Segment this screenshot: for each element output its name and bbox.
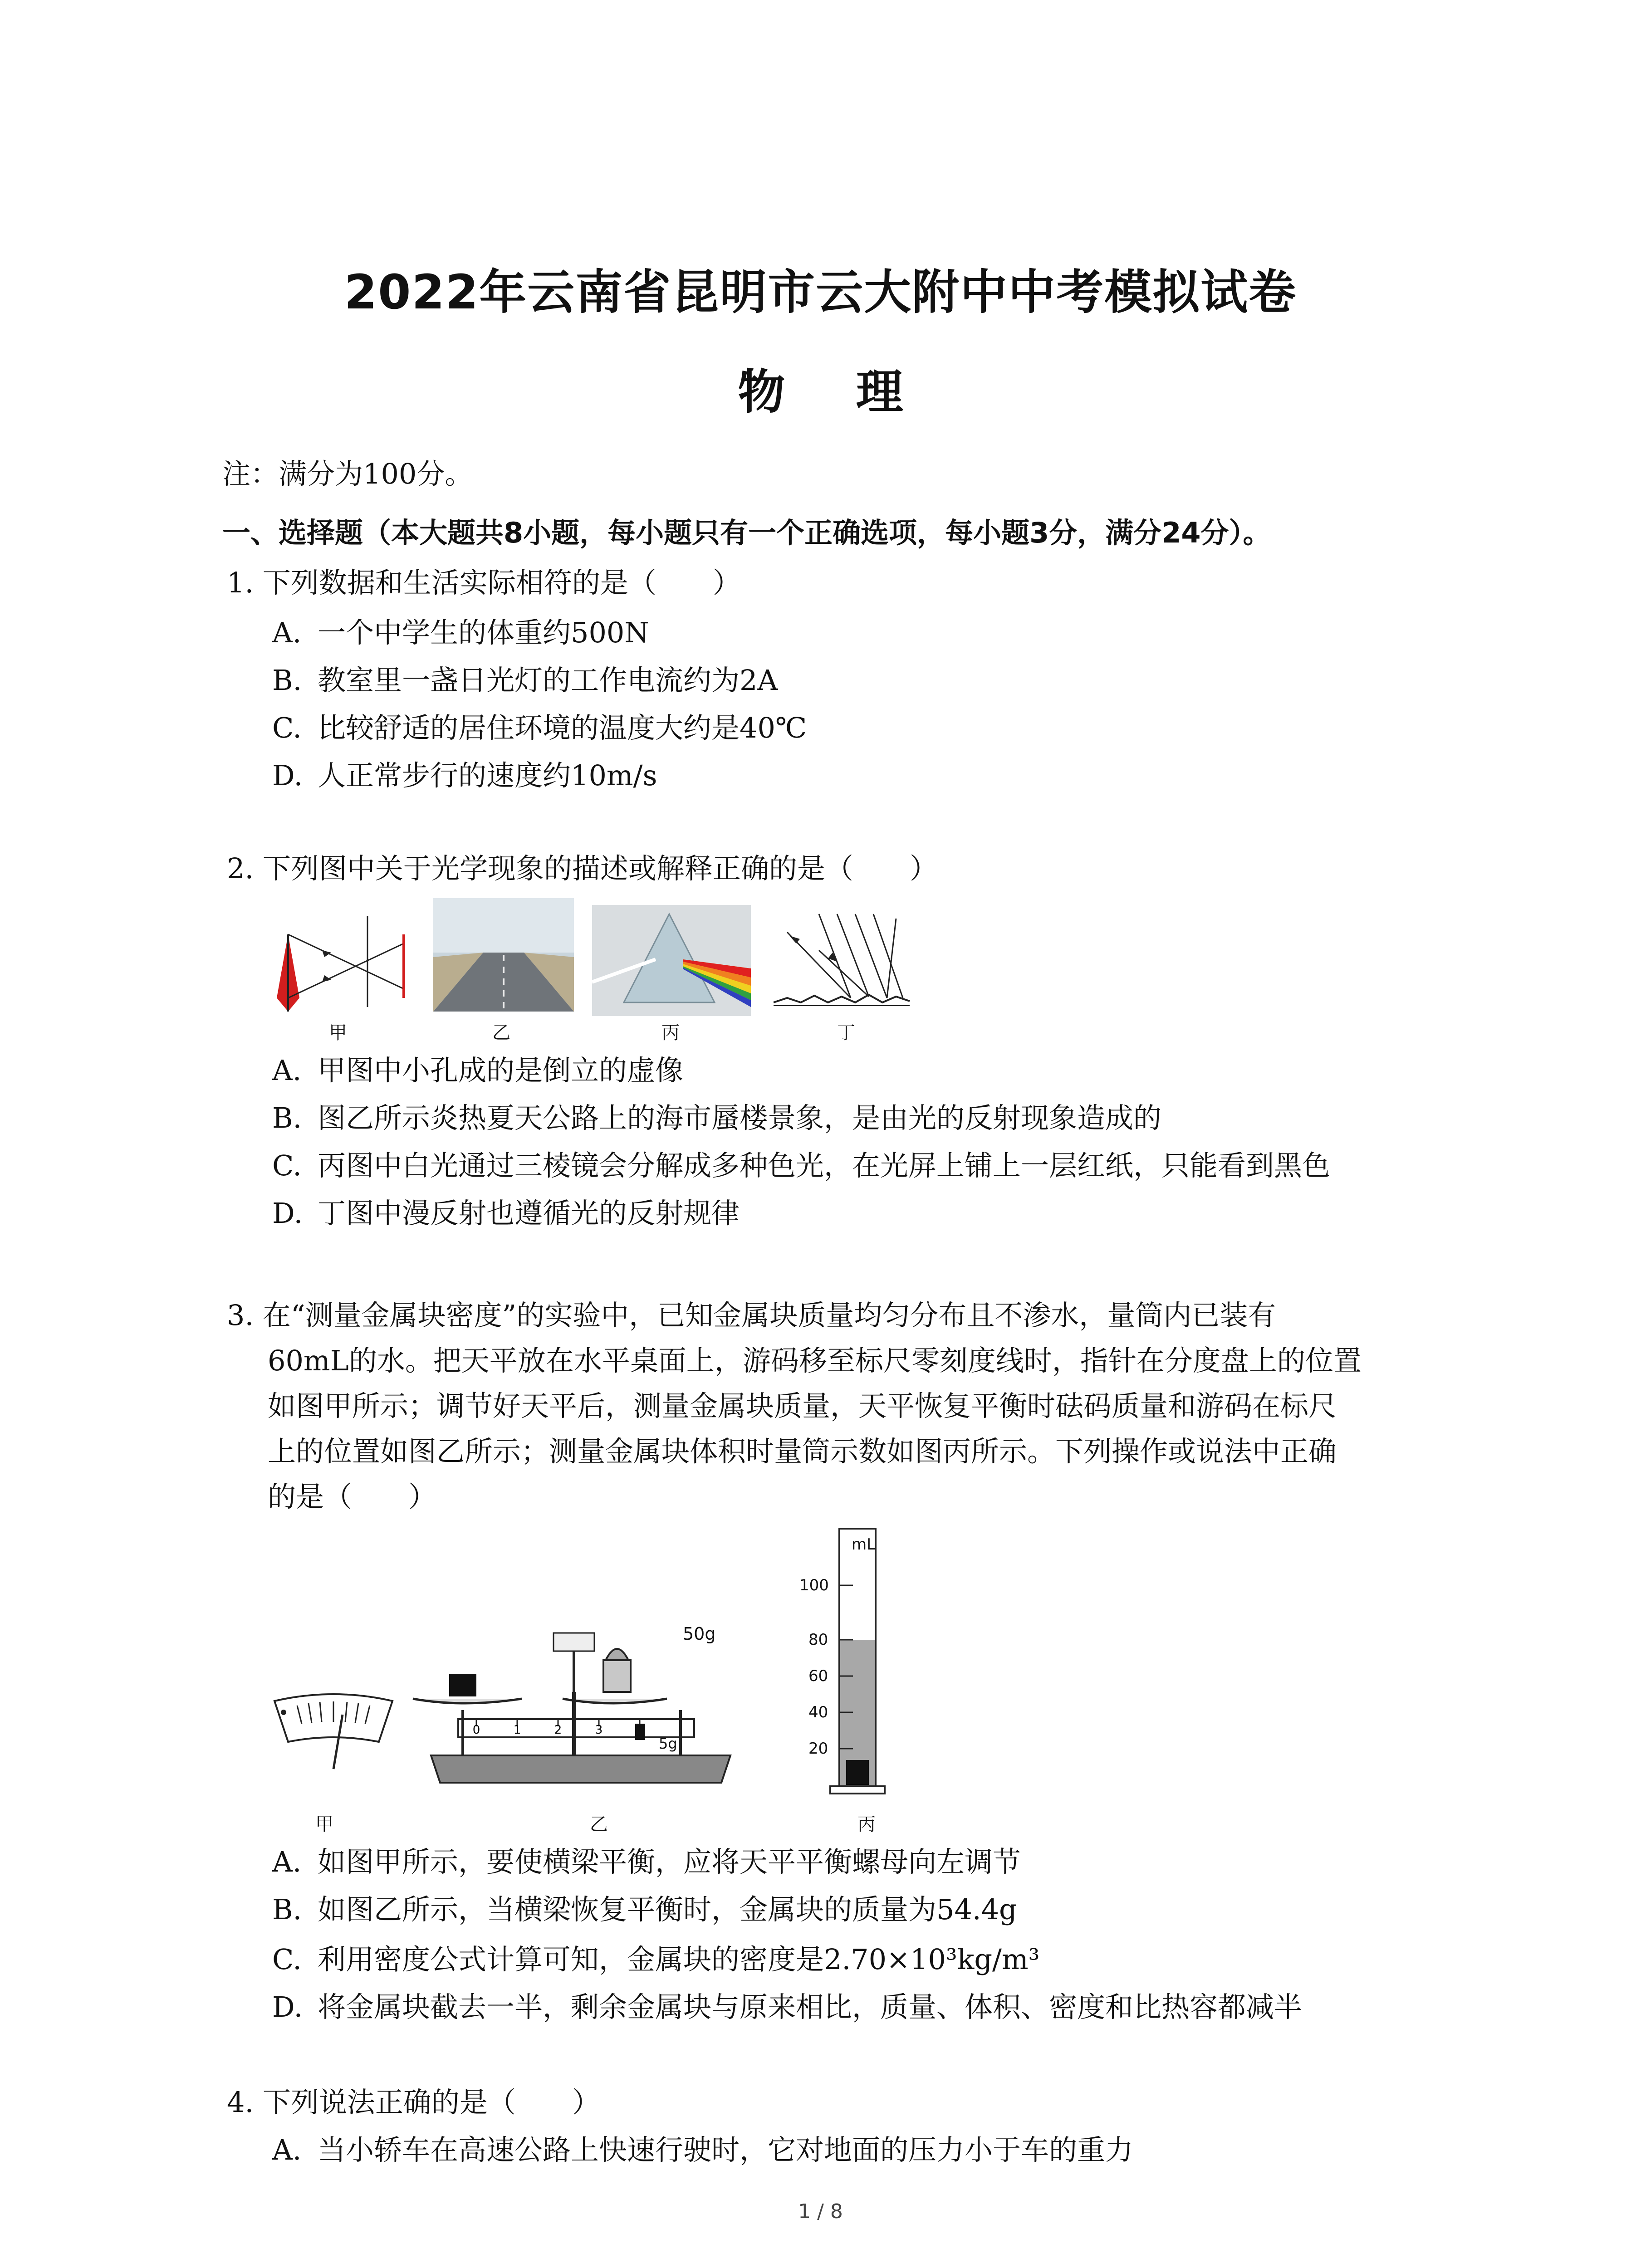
graduated-cylinder-figure [789, 1524, 907, 1805]
option-letter: A. [272, 1054, 302, 1087]
metal-block-submerged [846, 1760, 869, 1785]
option-text: 将金属块截去一半，剩余金属块与原来相比，质量、体积、密度和比热容都减半 [318, 1990, 1303, 2024]
figure-label-bing-3: 丙 [857, 1814, 876, 1835]
option-letter: C. [272, 711, 302, 744]
option-letter: C. [272, 1149, 302, 1182]
cylinder-tick-60: 60 [808, 1667, 828, 1685]
question-4-option-a [272, 2132, 1133, 2168]
question-2-option-b [272, 1100, 1161, 1136]
figure-label-yi-3: 乙 [590, 1814, 608, 1835]
question-1-option-b [272, 662, 778, 699]
diffuse-reflection-figure [769, 900, 914, 1014]
question-3-stem-line-5: 的是（ ） [268, 1480, 437, 1513]
option-text: 如图甲所示，要使横梁平衡，应将天平平衡螺母向左调节 [318, 1845, 1021, 1878]
question-2-stem: 2. 下列图中关于光学现象的描述或解释正确的是（ ） [227, 852, 938, 885]
option-text: 图乙所示炎热夏天公路上的海市蜃楼景象，是由光的反射现象造成的 [318, 1101, 1162, 1134]
option-letter: B. [272, 1893, 302, 1926]
question-2-option-a [272, 1052, 683, 1089]
option-letter: B. [272, 1101, 302, 1134]
cylinder-tick-100: 100 [799, 1576, 829, 1594]
option-letter: B. [272, 664, 302, 697]
question-1-option-a [272, 615, 649, 651]
option-letter: D. [272, 1197, 303, 1230]
cylinder-tick-20: 20 [808, 1740, 828, 1758]
rider [635, 1724, 645, 1740]
question-3-option-d [272, 1989, 1302, 2025]
page-number: 1 / 8 [798, 2200, 843, 2223]
option-letter: C. [272, 1943, 302, 1976]
option-text: 当小轿车在高速公路上快速行驶时，它对地面的压力小于车的重力 [318, 2133, 1134, 2166]
option-text: 人正常步行的速度约10m/s [318, 759, 657, 792]
question-3-stem-line-3: 如图甲所示；调节好天平后，测量金属块质量，天平恢复平衡时砝码质量和游码在标尺 [268, 1389, 1337, 1422]
question-1-stem: 1. 下列数据和生活实际相符的是（ ） [227, 566, 741, 599]
question-3-option-c [272, 1941, 1040, 1978]
figure-label-jia: 甲 [329, 1022, 347, 1043]
figure-label-jia-3: 甲 [315, 1814, 333, 1835]
question-4-stem: 4. 下列说法正确的是（ ） [227, 2086, 600, 2119]
subject-title: 物 理 [738, 364, 931, 420]
question-3-stem-line-1: 3. 在“测量金属块密度”的实验中，已知金属块质量均匀分布且不渗水，量筒内已装有 [227, 1299, 1276, 1332]
figure-label-yi: 乙 [492, 1022, 510, 1043]
option-text: 利用密度公式计算可知，金属块的密度是2.70×10³kg/m³ [318, 1943, 1040, 1976]
option-letter: D. [272, 759, 303, 792]
weight-block [603, 1660, 631, 1692]
rider-label: 5g [659, 1735, 677, 1752]
figure-label-bing: 丙 [661, 1022, 680, 1043]
cylinder-tick-40: 40 [808, 1703, 828, 1721]
question-3-option-a [272, 1844, 1021, 1880]
metal-block [449, 1674, 476, 1696]
question-1-option-d [272, 758, 657, 794]
pinhole-figure [268, 907, 422, 1016]
score-note: 注：满分为100分。 [222, 457, 473, 490]
scale-tick-label: 3 [595, 1723, 603, 1737]
option-text: 甲图中小孔成的是倒立的虚像 [318, 1054, 684, 1087]
page-title: 2022年云南省昆明市云大附中中考模拟试卷 [344, 264, 1297, 320]
option-text: 比较舒适的居住环境的温度大约是40℃ [318, 711, 807, 744]
section-header: 一、选择题（本大题共8小题，每小题只有一个正确选项，每小题3分，满分24分）。 [222, 516, 1271, 549]
cylinder-tick-80: 80 [808, 1631, 828, 1649]
option-text: 如图乙所示，当横梁恢复平衡时，金属块的质量为54.4g [318, 1893, 1017, 1926]
option-letter: A. [272, 616, 302, 649]
pointer-dial-figure [270, 1692, 397, 1774]
option-text: 教室里一盏日光灯的工作电流约为2A [318, 664, 778, 697]
option-letter: A. [272, 1845, 302, 1878]
scale-tick-label: 2 [554, 1723, 562, 1737]
option-text: 丙图中白光通过三棱镜会分解成多种色光，在光屏上铺上一层红纸，只能看到黑色 [318, 1149, 1331, 1182]
question-3-stem-line-2: 60mL的水。把天平放在水平桌面上，游码移至标尺零刻度线时，指针在分度盘上的位置 [268, 1344, 1362, 1377]
question-2-option-c [272, 1148, 1330, 1184]
cylinder-unit: mL [852, 1535, 876, 1554]
beam-scale [458, 1719, 694, 1737]
scale-tick-label: 0 [472, 1723, 480, 1737]
question-1-option-c [272, 710, 807, 746]
question-3-stem-line-4: 上的位置如图乙所示；测量金属块体积时量筒示数如图丙所示。下列操作或说法中正确 [268, 1435, 1337, 1468]
balance-figure [404, 1619, 767, 1801]
option-text: 一个中学生的体重约500N [318, 616, 649, 649]
option-text: 丁图中漫反射也遵循光的反射规律 [318, 1197, 740, 1230]
option-letter: A. [272, 2133, 302, 2166]
scale-tick-label: 1 [513, 1723, 521, 1737]
question-3-option-b [272, 1892, 1017, 1928]
prism-figure [592, 905, 751, 1016]
option-letter: D. [272, 1990, 303, 2024]
weight-label: 50g [683, 1624, 716, 1644]
question-2-option-d [272, 1195, 740, 1232]
figure-label-ding: 丁 [837, 1022, 855, 1043]
road-mirage-figure [433, 898, 574, 1012]
